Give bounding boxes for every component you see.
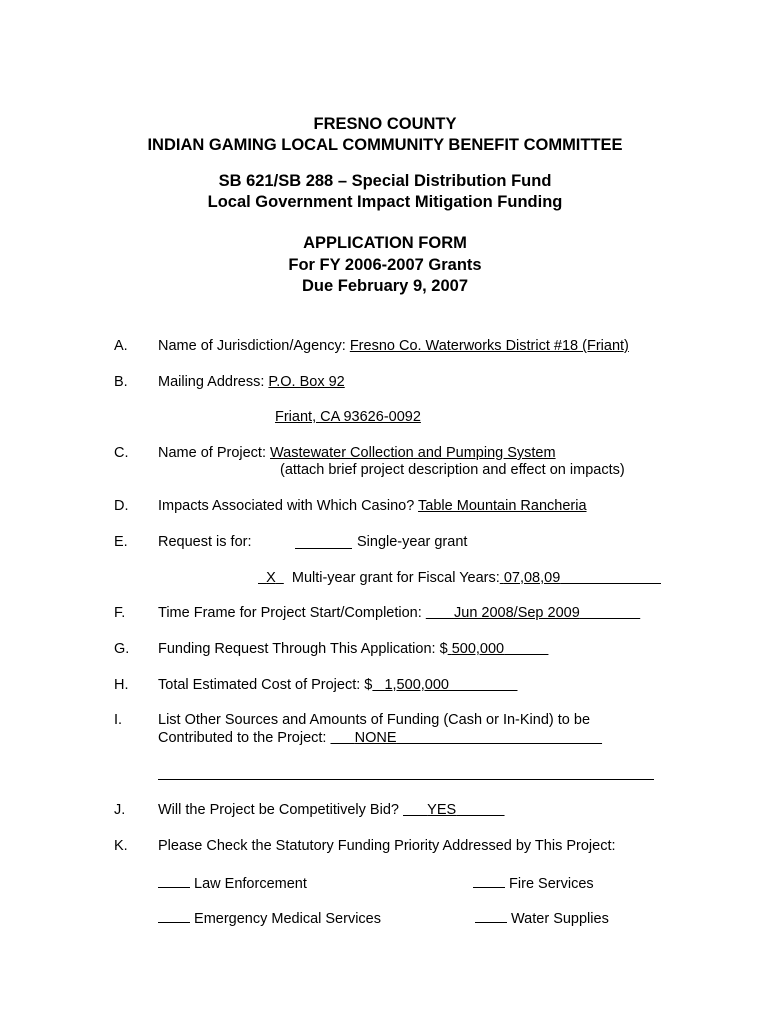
- other-sources-extra-line[interactable]: [158, 779, 654, 780]
- item-d: [158, 498, 587, 514]
- priority-law-enforcement[interactable]: Law Enforcement: [158, 873, 307, 892]
- item-letter-e: E.: [114, 534, 128, 550]
- multi-year-option: [258, 570, 661, 586]
- item-b-label: Mailing Address:: [158, 374, 269, 390]
- item-f: [158, 605, 640, 621]
- project-name-field[interactable]: Wastewater Collection and Pumping System: [270, 445, 556, 461]
- casino-field[interactable]: Table Mountain Rancheria: [418, 498, 587, 514]
- item-i-label1: List Other Sources and Amounts of Funding (Cash or In-Kind) to be: [158, 712, 591, 728]
- item-letter-f: F.: [114, 605, 126, 621]
- single-year-label: Single-year grant: [357, 534, 468, 550]
- priority-emergency-medical[interactable]: Emergency Medical Services: [158, 908, 381, 927]
- item-c-label: Name of Project:: [158, 445, 271, 461]
- item-letter-b: B.: [114, 374, 128, 390]
- multi-year-label: Multi-year grant for Fiscal Years:: [291, 570, 500, 586]
- item-letter-d: D.: [114, 498, 129, 514]
- funding-request-field[interactable]: 500,000: [451, 641, 505, 657]
- fiscal-years-field[interactable]: 07,08,09: [503, 570, 561, 586]
- item-letter-i: I.: [114, 712, 123, 728]
- item-b: [158, 374, 345, 390]
- item-d-label: Impacts Associated with Which Casino?: [158, 498, 419, 514]
- item-letter-a: A.: [114, 338, 128, 354]
- item-letter-g: G.: [114, 641, 130, 657]
- header-fund: SB 621/SB 288 – Special Distribution Fund: [218, 172, 552, 190]
- item-g-label: Funding Request Through This Application: $: [158, 641, 448, 657]
- priority-checkbox[interactable]: [158, 908, 190, 923]
- item-i: [158, 730, 602, 746]
- header-committee: INDIAN GAMING LOCAL COMMUNITY BENEFIT COMMITTEE: [147, 136, 623, 154]
- item-a: [158, 338, 629, 354]
- single-year-checkbox-line[interactable]: [295, 548, 352, 549]
- item-j-label: Will the Project be Competitively Bid?: [158, 802, 403, 818]
- priority-water-supplies[interactable]: Water Supplies: [475, 908, 609, 927]
- item-c: [158, 445, 556, 461]
- header-funding: Local Government Impact Mitigation Funding: [207, 193, 563, 211]
- item-k-label: Please Check the Statutory Funding Priority Addressed by This Project:: [158, 838, 616, 854]
- header-county: FRESNO COUNTY: [313, 115, 457, 133]
- item-j: [158, 802, 505, 818]
- time-frame-field[interactable]: Jun 2008/Sep 2009: [454, 605, 580, 621]
- item-letter-h: H.: [114, 677, 129, 693]
- item-e-label: Request is for:: [158, 534, 252, 550]
- item-i-label2: Contributed to the Project:: [158, 730, 331, 746]
- item-letter-k: K.: [114, 838, 128, 854]
- item-f-label: Time Frame for Project Start/Completion:: [158, 605, 426, 621]
- priority-checkbox[interactable]: [158, 873, 190, 888]
- jurisdiction-field[interactable]: Fresno Co. Waterworks District #18 (Friant): [349, 338, 629, 354]
- form-due-date: Due February 9, 2007: [302, 277, 468, 295]
- other-sources-field[interactable]: NONE: [354, 730, 397, 746]
- priority-checkbox[interactable]: [475, 908, 507, 923]
- form-title: APPLICATION FORM: [303, 234, 467, 252]
- item-a-label: Name of Jurisdiction/Agency:: [158, 338, 350, 354]
- priority-checkbox[interactable]: [473, 873, 505, 888]
- item-h-label: Total Estimated Cost of Project: $: [158, 677, 373, 693]
- item-g: [158, 641, 548, 657]
- mailing-city-field[interactable]: Friant, CA 93626-0092: [275, 409, 421, 425]
- competitive-bid-field[interactable]: YES: [427, 802, 457, 818]
- form-fiscal-year: For FY 2006-2007 Grants: [288, 256, 482, 274]
- item-h: [158, 677, 517, 693]
- total-cost-field[interactable]: 1,500,000: [384, 677, 449, 693]
- item-letter-c: C.: [114, 445, 129, 461]
- item-letter-j: J.: [114, 802, 126, 818]
- priority-fire-services[interactable]: Fire Services: [473, 873, 594, 892]
- project-note: (attach brief project description and effect on impacts): [280, 462, 625, 478]
- multi-year-checkbox[interactable]: X: [266, 570, 276, 586]
- mailing-address-field[interactable]: P.O. Box 92: [268, 374, 345, 390]
